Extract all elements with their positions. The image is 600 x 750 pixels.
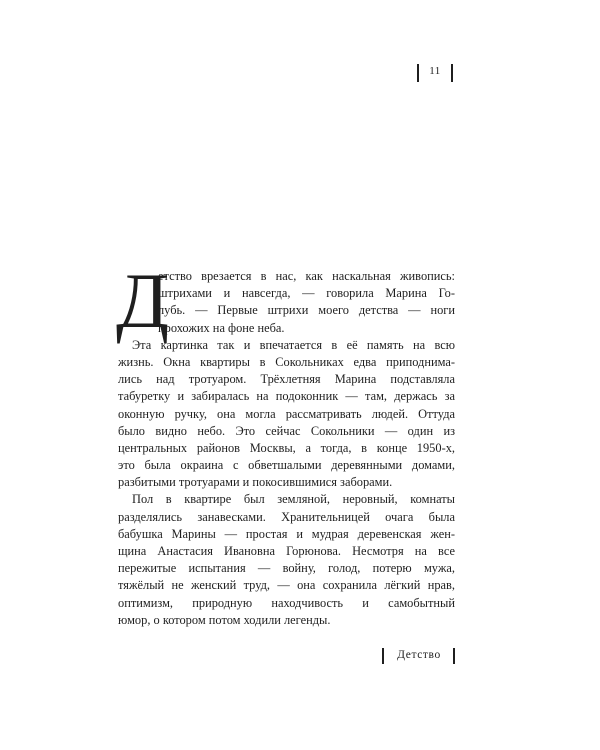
text-line: бабушка Марины — простая и мудрая деревенская жен- bbox=[118, 526, 455, 541]
text-line: оконную ручку, она могла рассматривать людей. Оттуда bbox=[118, 406, 455, 421]
footer-right-rule bbox=[453, 648, 455, 664]
text-line: разбитыми тротуарами и покосившимися заборами. bbox=[118, 475, 393, 490]
drop-cap: Д bbox=[116, 257, 170, 344]
page-number-right-rule bbox=[451, 64, 453, 82]
text-line: Пол в квартире был земляной, неровный, комнаты bbox=[132, 492, 455, 507]
text-line: тяжёлый не женский труд, — она сохранила лёгкий нрав, bbox=[118, 578, 455, 593]
text-line: лись над тротуаром. Трёхлетняя Марина подставляла bbox=[118, 372, 455, 387]
text-line: пережитые испытания — войну, голод, потерю мужа, bbox=[118, 561, 455, 576]
section-title: Детство bbox=[397, 649, 441, 661]
text-line: было видно небо. Это сейчас Сокольники — один из bbox=[118, 423, 455, 438]
paragraph bbox=[118, 491, 455, 629]
body-text bbox=[116, 257, 455, 629]
page-number-text: 11 bbox=[429, 65, 441, 77]
footer-left-rule bbox=[382, 648, 384, 664]
text-line: оптимизм, природную находчивость и самобытный bbox=[118, 595, 455, 610]
text-line: Эта картинка так и впечатается в её память на всю bbox=[132, 337, 455, 352]
text-line: прохожих на фоне неба. bbox=[158, 320, 285, 335]
page-number bbox=[415, 64, 455, 84]
paragraph bbox=[118, 337, 455, 492]
text-line: жизнь. Окна квартиры в Сокольниках едва приподнима- bbox=[118, 354, 455, 369]
text-line: центральных районов Москвы, а тогда, в конце 1950-х, bbox=[118, 440, 455, 455]
text-line: лубь. — Первые штрихи моего детства — ноги bbox=[158, 303, 455, 318]
text-line: табуретку и забиралась на подоконник — там, держась за bbox=[118, 389, 455, 404]
text-line: штрихами и навсегда, — говорила Марина Го- bbox=[158, 286, 455, 301]
text-line: етство врезается в нас, как наскальная живопись: bbox=[158, 269, 455, 283]
text-line: юмор, о котором потом ходили легенды. bbox=[118, 612, 331, 627]
text-line: разделялись занавесками. Хранительницей очага была bbox=[118, 509, 455, 524]
text-line: щина Анастасия Ивановна Горюнова. Несмотря на все bbox=[118, 544, 455, 558]
text-line: это была окраина с обветшалыми деревянными домами, bbox=[118, 458, 455, 473]
running-footer bbox=[380, 647, 460, 667]
